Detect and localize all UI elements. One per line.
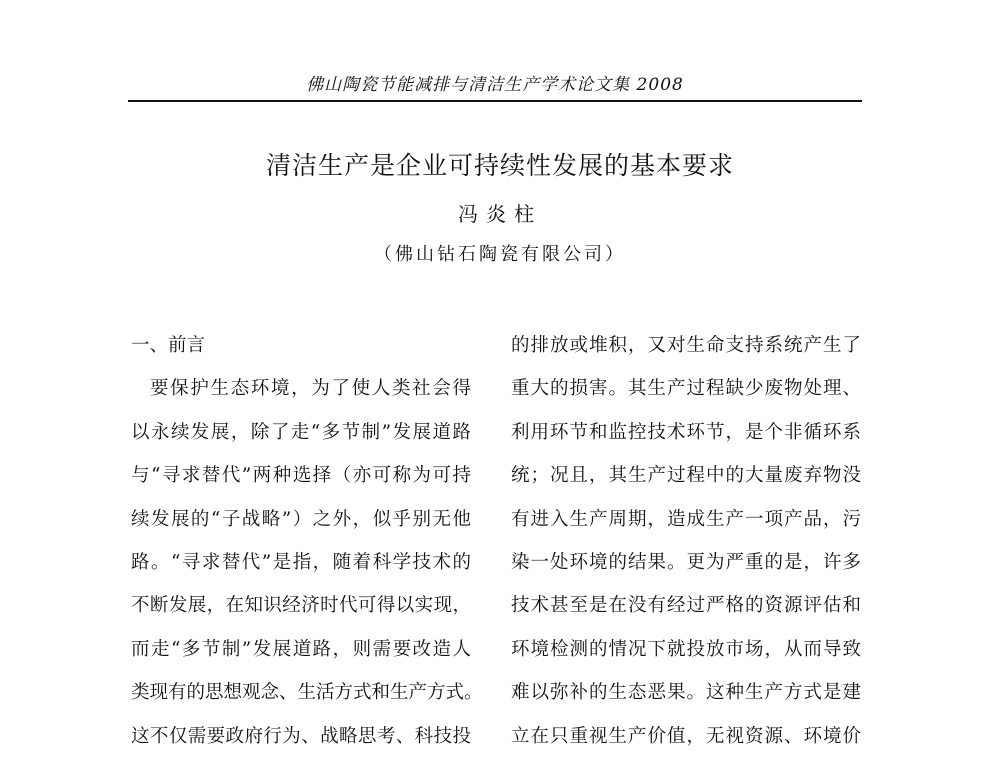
text-line: 与“寻求替代”两种选择（亦可称为可持 — [131, 465, 471, 487]
text-line: 技术甚至是在没有经过严格的资源评估和 — [511, 595, 861, 617]
text-line: 难以弥补的生态恶果。这种生产方式是建 — [511, 682, 861, 704]
text-line: 统；况且，其生产过程中的大量废弃物没 — [511, 465, 861, 487]
section-heading: 一、前言 — [131, 335, 206, 356]
text-line: 而走“多节制”发展道路，则需要改造人 — [131, 638, 471, 660]
text-line: 重大的损害。其生产过程缺少废物处理、 — [511, 378, 861, 400]
article-title: 清洁生产是企业可持续性发展的基本要求 — [265, 151, 734, 180]
text-line: 路。“寻求替代”是指，随着科学技术的 — [131, 551, 471, 573]
running-header: 佛山陶瓷节能减排与清洁生产学术论文集 2008 — [306, 75, 684, 95]
text-line: 这不仅需要政府行为、战略思考、科技投 — [131, 725, 471, 747]
right-column — [511, 332, 861, 766]
text-line: 不断发展，在知识经济时代可得以实现， — [131, 595, 471, 617]
text-line: 有进入生产周期，造成生产一项产品，污 — [511, 508, 861, 530]
header-rule — [128, 100, 862, 102]
text-line: 以永续发展，除了走“多节制”发展道路 — [131, 421, 471, 443]
text-line: 要保护生态环境，为了使人类社会得 — [150, 378, 471, 400]
text-line: 利用环节和监控技术环节，是个非循环系 — [511, 421, 861, 443]
text-line: 类现有的思想观念、生活方式和生产方式。 — [131, 682, 483, 704]
left-column — [131, 332, 483, 766]
article-affiliation: （佛山钻石陶瓷有限公司） — [374, 244, 626, 265]
text-line: 的排放或堆积，又对生命支持系统产生了 — [511, 335, 861, 356]
text-line: 续发展的“子战略”）之外，似乎别无他 — [131, 508, 471, 530]
text-line: 染一处环境的结果。更为严重的是，许多 — [511, 551, 861, 573]
text-line: 立在只重视生产价值，无视资源、环境价 — [511, 725, 861, 747]
text-line: 环境检测的情况下就投放市场，从而导致 — [511, 638, 861, 660]
article-author: 冯炎柱 — [458, 202, 542, 226]
